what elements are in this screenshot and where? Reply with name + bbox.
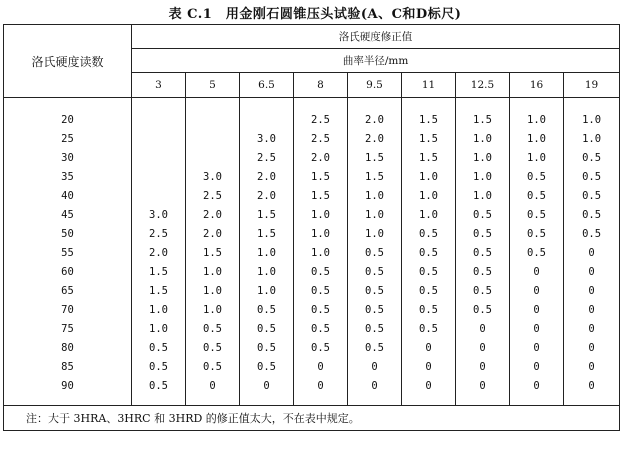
correction-value-cell: 1.5 (240, 224, 294, 243)
spacer-cell (402, 395, 456, 406)
correction-value-cell: 0 (456, 319, 510, 338)
correction-value-cell: 0 (564, 357, 620, 376)
hardness-reading-cell: 90 (4, 376, 132, 395)
hardness-reading-cell: 75 (4, 319, 132, 338)
spacer-cell (456, 98, 510, 111)
radius-column-header: 5 (186, 73, 240, 98)
correction-value-cell: 0 (564, 300, 620, 319)
correction-value-cell: 0.5 (294, 300, 348, 319)
correction-value-cell: 0 (510, 281, 564, 300)
hardness-reading-cell: 40 (4, 186, 132, 205)
correction-value-cell: 1.0 (456, 186, 510, 205)
correction-value-cell: 1.0 (348, 205, 402, 224)
correction-value-cell: 0.5 (240, 357, 294, 376)
correction-value-cell: 0.5 (510, 205, 564, 224)
correction-value-cell (132, 186, 186, 205)
correction-value-cell: 0 (510, 338, 564, 357)
correction-value-cell: 1.0 (402, 205, 456, 224)
correction-value-cell: 0 (564, 243, 620, 262)
spacer-cell (510, 395, 564, 406)
correction-value-cell: 2.0 (186, 205, 240, 224)
table-row (4, 205, 620, 224)
radius-column-header: 8 (294, 73, 348, 98)
correction-value-cell: 0.5 (186, 319, 240, 338)
table-row (4, 300, 620, 319)
correction-value-cell: 0 (240, 376, 294, 395)
correction-value-cell: 1.0 (294, 224, 348, 243)
correction-value-cell: 0.5 (132, 338, 186, 357)
correction-value-cell: 1.5 (186, 243, 240, 262)
table-row (4, 319, 620, 338)
correction-value-cell: 0 (294, 376, 348, 395)
correction-value-cell: 0 (456, 357, 510, 376)
correction-value-cell: 2.5 (294, 110, 348, 129)
spacer-cell (564, 98, 620, 111)
radius-header: 曲率半径/mm (132, 49, 620, 73)
correction-value-cell: 0 (510, 376, 564, 395)
correction-value-cell: 1.0 (294, 205, 348, 224)
correction-value-cell: 0 (294, 357, 348, 376)
table-title: 表 C.1 用金刚石圆锥压头试验(A、C和D标尺) (168, 7, 462, 22)
spacer-cell (456, 395, 510, 406)
hardness-reading-cell: 20 (4, 110, 132, 129)
correction-value-cell: 1.5 (456, 110, 510, 129)
hardness-reading-cell: 60 (4, 262, 132, 281)
correction-value-cell: 0.5 (510, 186, 564, 205)
correction-value-cell: 0.5 (402, 300, 456, 319)
correction-value-cell: 0.5 (132, 376, 186, 395)
correction-value-cell: 1.5 (240, 205, 294, 224)
correction-value-cell: 0.5 (294, 319, 348, 338)
correction-value-cell: 1.0 (564, 110, 620, 129)
correction-value-cell: 1.5 (402, 129, 456, 148)
table-row (4, 110, 620, 129)
correction-value-cell (132, 129, 186, 148)
correction-value-cell: 0.5 (348, 319, 402, 338)
correction-value-cell: 0.5 (456, 262, 510, 281)
correction-value-cell: 1.5 (348, 148, 402, 167)
spacer-cell (186, 395, 240, 406)
correction-value-cell: 1.0 (510, 110, 564, 129)
correction-value-cell: 1.5 (348, 167, 402, 186)
correction-value-cell: 2.5 (294, 129, 348, 148)
correction-value-cell: 0.5 (240, 338, 294, 357)
correction-value-cell: 0 (510, 262, 564, 281)
correction-value-cell: 0 (402, 357, 456, 376)
correction-value-cell: 0.5 (348, 338, 402, 357)
correction-value-cell: 0 (348, 357, 402, 376)
correction-value-cell: 0.5 (402, 224, 456, 243)
hardness-reading-cell: 35 (4, 167, 132, 186)
correction-value-cell: 3.0 (186, 167, 240, 186)
correction-value-cell: 0.5 (564, 167, 620, 186)
hardness-reading-cell: 25 (4, 129, 132, 148)
correction-value-cell: 0.5 (402, 319, 456, 338)
spacer-cell (294, 98, 348, 111)
correction-value-cell (132, 167, 186, 186)
correction-value-cell: 0 (186, 376, 240, 395)
radius-column-header: 12.5 (456, 73, 510, 98)
correction-value-cell: 0.5 (510, 167, 564, 186)
hardness-reading-cell: 55 (4, 243, 132, 262)
spacer-cell (402, 98, 456, 111)
correction-value-cell: 1.0 (294, 243, 348, 262)
correction-value-cell: 2.0 (240, 186, 294, 205)
spacer-cell (4, 395, 132, 406)
hardness-reading-cell: 65 (4, 281, 132, 300)
correction-value-cell: 2.0 (186, 224, 240, 243)
correction-value-cell: 0 (564, 281, 620, 300)
correction-value-cell: 1.5 (402, 148, 456, 167)
correction-value-cell: 1.0 (240, 243, 294, 262)
correction-value-cell: 2.0 (240, 167, 294, 186)
table-row (4, 186, 620, 205)
correction-value-cell: 0.5 (240, 300, 294, 319)
correction-value-cell: 1.0 (510, 148, 564, 167)
table-row (4, 357, 620, 376)
table-row (4, 224, 620, 243)
radius-column-header: 6.5 (240, 73, 294, 98)
correction-value-cell: 0 (510, 357, 564, 376)
correction-value-cell: 2.5 (132, 224, 186, 243)
correction-value-cell: 0.5 (348, 300, 402, 319)
correction-value-cell: 0.5 (402, 281, 456, 300)
correction-value-cell: 0.5 (564, 224, 620, 243)
radius-column-header: 19 (564, 73, 620, 98)
correction-value-cell: 2.0 (132, 243, 186, 262)
correction-value-cell: 1.5 (294, 167, 348, 186)
correction-value-cell: 0.5 (456, 243, 510, 262)
correction-value-cell: 0.5 (186, 357, 240, 376)
correction-value-cell: 0 (564, 338, 620, 357)
correction-value-cell: 1.0 (186, 262, 240, 281)
correction-value-cell: 0.5 (348, 243, 402, 262)
correction-value-cell (132, 110, 186, 129)
correction-value-cell: 1.0 (348, 224, 402, 243)
radius-column-header: 3 (132, 73, 186, 98)
reading-column-header: 洛氏硬度读数 (4, 25, 132, 98)
spacer-cell (348, 98, 402, 111)
table-row (4, 129, 620, 148)
table-row (4, 243, 620, 262)
correction-value-cell: 0 (402, 338, 456, 357)
correction-value-cell: 0.5 (240, 319, 294, 338)
correction-value-cell: 0 (402, 376, 456, 395)
correction-value-cell: 0.5 (132, 357, 186, 376)
correction-value-cell: 1.5 (132, 281, 186, 300)
correction-value-cell: 1.5 (132, 262, 186, 281)
table-row (4, 338, 620, 357)
correction-value-cell (186, 148, 240, 167)
correction-value-cell: 0 (456, 376, 510, 395)
hardness-reading-cell: 45 (4, 205, 132, 224)
correction-value-cell: 0.5 (456, 205, 510, 224)
table-body (4, 98, 620, 406)
correction-value-cell: 0.5 (564, 148, 620, 167)
correction-value-cell: 1.5 (402, 110, 456, 129)
correction-value-cell: 0.5 (564, 186, 620, 205)
spacer-cell (294, 395, 348, 406)
correction-value-cell: 0.5 (402, 262, 456, 281)
correction-value-cell: 1.0 (402, 186, 456, 205)
correction-value-cell: 0.5 (402, 243, 456, 262)
table-row (4, 262, 620, 281)
radius-column-header: 16 (510, 73, 564, 98)
correction-value-cell: 0 (456, 338, 510, 357)
correction-value-cell: 1.0 (132, 300, 186, 319)
correction-value-cell: 1.0 (132, 319, 186, 338)
spacer-cell (240, 98, 294, 111)
correction-value-cell: 1.0 (186, 300, 240, 319)
table-row (4, 281, 620, 300)
correction-value-cell: 1.0 (456, 129, 510, 148)
table-row (4, 376, 620, 395)
correction-value-cell: 0 (564, 319, 620, 338)
correction-value-cell: 2.5 (186, 186, 240, 205)
table-note: 注：大于 3HRA、3HRC 和 3HRD 的修正值太大，不在表中规定。 (4, 406, 620, 431)
correction-value-cell: 0.5 (294, 281, 348, 300)
table-row (4, 148, 620, 167)
correction-value-cell: 2.0 (294, 148, 348, 167)
radius-column-header: 11 (402, 73, 456, 98)
radius-column-header: 9.5 (348, 73, 402, 98)
correction-table (3, 24, 620, 431)
correction-value-cell: 1.0 (240, 262, 294, 281)
spacer-cell (564, 395, 620, 406)
hardness-reading-cell: 70 (4, 300, 132, 319)
correction-value-cell: 0 (510, 300, 564, 319)
spacer-cell (240, 395, 294, 406)
correction-value-cell: 0.5 (456, 300, 510, 319)
correction-value-cell: 1.5 (294, 186, 348, 205)
correction-value-cell: 0.5 (348, 281, 402, 300)
correction-value-cell: 0 (510, 319, 564, 338)
spacer-cell (510, 98, 564, 111)
correction-value-cell: 2.0 (348, 110, 402, 129)
correction-value-cell: 1.0 (456, 148, 510, 167)
correction-value-cell: 2.5 (240, 148, 294, 167)
correction-value-cell: 0.5 (510, 224, 564, 243)
spacer-cell (132, 98, 186, 111)
correction-value-cell: 1.0 (402, 167, 456, 186)
correction-value-cell: 1.0 (348, 186, 402, 205)
correction-value-cell: 3.0 (132, 205, 186, 224)
correction-value-cell: 1.0 (564, 129, 620, 148)
correction-value-cell: 1.0 (240, 281, 294, 300)
correction-value-cell: 0.5 (456, 224, 510, 243)
spacer-cell (132, 395, 186, 406)
correction-value-cell: 0.5 (456, 281, 510, 300)
correction-value-cell: 1.0 (456, 167, 510, 186)
hardness-reading-cell: 50 (4, 224, 132, 243)
correction-value-cell: 0.5 (510, 243, 564, 262)
correction-value-cell (240, 110, 294, 129)
hardness-reading-cell: 85 (4, 357, 132, 376)
correction-value-cell: 2.0 (348, 129, 402, 148)
hardness-reading-cell: 80 (4, 338, 132, 357)
correction-value-cell (186, 110, 240, 129)
correction-header: 洛氏硬度修正值 (132, 25, 620, 49)
hardness-reading-cell: 30 (4, 148, 132, 167)
spacer-cell (186, 98, 240, 111)
correction-value-cell: 0 (348, 376, 402, 395)
table-row (4, 167, 620, 186)
spacer-cell (348, 395, 402, 406)
correction-value-cell (186, 129, 240, 148)
correction-value-cell: 0.5 (294, 338, 348, 357)
correction-value-cell: 3.0 (240, 129, 294, 148)
correction-value-cell: 0.5 (348, 262, 402, 281)
correction-value-cell: 0 (564, 262, 620, 281)
correction-value-cell: 0.5 (186, 338, 240, 357)
correction-value-cell: 1.0 (510, 129, 564, 148)
correction-value-cell: 0.5 (564, 205, 620, 224)
spacer-cell (4, 98, 132, 111)
correction-value-cell: 0 (564, 376, 620, 395)
correction-value-cell: 1.0 (186, 281, 240, 300)
correction-value-cell (132, 148, 186, 167)
correction-value-cell: 0.5 (294, 262, 348, 281)
